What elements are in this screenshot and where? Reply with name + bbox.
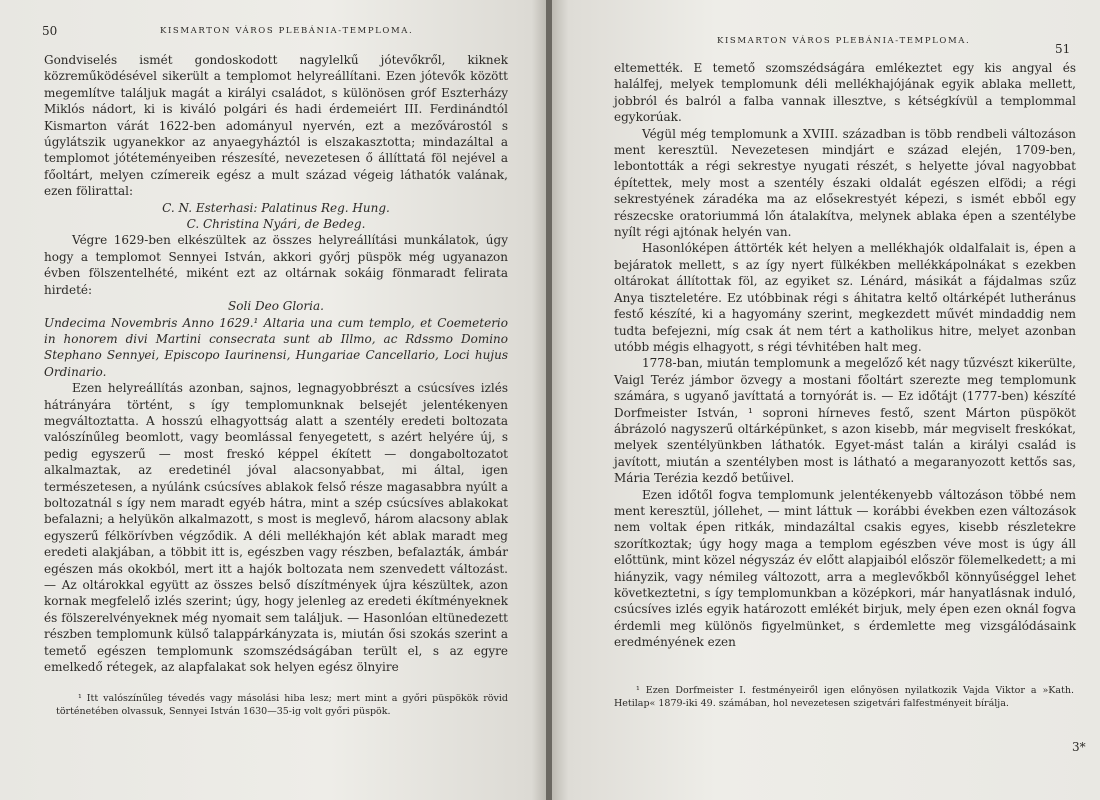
paragraph: Hasonlóképen áttörték két helyen a mellékhajók oldalfalait is, épen a bejáratok mellett, s az így nyert fülkékben mellékkápolnákat s ezekben oltárokat állítottak föl, az egyiket sz. Lénárd, másikát a fájdalmas szűz Anya tiszteletére. Ez utóbbinak régi s áhitatra keltő oltárképét lutheránus festő készíté, ki a hagyomány szerint, megkezdett művét mindaddig nem tudta befejezni, míg csak át nem tért a katholikus hitre, melyet azonban utóbb mégis elhagyott, s régi tévhitében halt meg. (614, 241, 1076, 354)
page-number: 51 (1055, 42, 1071, 56)
paragraph: Végre 1629-ben elkészültek az összes helyreállítási munkálatok, úgy hogy a templomot Sennyei István, akkori győrj püspök még ugyanazon évben fölszentelhété, miként ezt az oltárnak sokáig fönmaradt felirata hirdeté: (44, 233, 508, 297)
footnote-text: ¹ Ezen Dorfmeister I. festményeiről igen előnyösen nyilatkozik Vajda Viktor a »Kath. Hetilap« 1879-iki 49. számában, hol nevezetesen szigetvári falfestményeit bírálja. (614, 685, 1074, 709)
inscription-line: Soli Deo Gloria. (228, 299, 324, 314)
signature-mark: 3* (1072, 740, 1086, 754)
right-page (552, 0, 1100, 800)
paragraph: Ezen időtől fogva templomunk jelentékenyebb változáson többé nem ment keresztül, jóllehet, — mint láttuk — korábbi években ezen változások nem voltak épen ritkák, mindazáltal csakis egyes, kisebb részletekre szorítkoztak; úgy hogy maga a templom egészben véve most is úgy áll előttünk, mint közel négyszáz év előtt alapjaiból először fölemelkedett; a mi hiányzik, vagy némileg változott, arra a meglevőkből könnyűséggel lehet következtetni, s így templomunkban a középkori, már hanyatlásnak induló, csúcsíves izlés egyik határozott emlékét birjuk, mely épen ezen oknál fogva érdemli meg különös figyelmünket, s érdemlette meg vizsgálódásaink eredményének ezen (614, 487, 1076, 650)
running-head: KISMARTON VÁROS PLEBÁNIA-TEMPLOMA. (160, 26, 414, 36)
paragraph: 1778-ban, miután templomunk a megelőző két nagy tűzvészt kikerülte, Vaigl Teréz jámbor özvegy a mostani főoltárt szerezte meg templomunk számára, s ugyanő javíttatá a tornyórát is. — Ez időtájt (1777-ben) készíté Dorfmeister István, ¹ soproni hírneves festő, szent Márton püspököt ábrázoló nagyszerű oltárképünket, s azon kisebb, már megviselt freskókat, melyek szentélyünkben láthatók. Egyet-mást talán a királyi család is javított, miután a szentélyben most is látható a megaranyozott kettős sas, Mária Terézia kezdő betűivel. (614, 356, 1076, 486)
paragraph: eltemették. E temető szomszédságára emlékeztet egy kis angyal és halálfej, melyek templomunk déli mellékhajójának egyik ablaka mellett, jobbról és balról a falba vannak illesztve, s kétségkívül a templommal egykorúak. (614, 61, 1076, 125)
footnote-text: ¹ Itt valószínűleg tévedés vagy másolási hiba lesz; mert mint a győri püspökök rövid történetében olvassuk, Sennyei István 1630—35-ig volt győri püspök. (56, 693, 508, 717)
left-page-body (44, 52, 508, 675)
paragraph: Gondviselés ismét gondoskodott nagylelkű jótevőkről, kiknek közreműködésével sikerült a templomot helyreállítani. Ezen jótevők között megemlítve találjuk magát a királyi családot, s különösen gróf Eszterházy Miklós nádort, ki is kiváló polgári és hadi érdemeiért III. Ferdinándtól Kismarton várát 1622-ben adományul nyervén, ezt a mezővárostól s úgylátszik ugyanekkor az anyaegyháztól is elszakasztotta; mindazáltal a templomot jótéteményeiben részesíté, nevezetesen ő állíttatá föl nejével a főoltárt, melyen czímereik egész a mult század végeig láthatók valának, ezen fölirattal: (44, 53, 508, 199)
latin-inscription: Undecima Novembris Anno 1629.¹ Altaria una cum templo, et Coemeterio in honorem divi Martini consecrata sunt ab Illmo, ac Rdssmo Domino Stephano Sennyei, Episcopo Iaurinensi, Hungariae Cancellario, Loci hujus Ordinario. (44, 315, 508, 379)
page-number: 50 (42, 24, 58, 38)
running-head: KISMARTON VÁROS PLEBÁNIA-TEMPLOMA. (717, 36, 971, 46)
left-page (0, 0, 548, 800)
footnote (56, 692, 508, 718)
paragraph: Ezen helyreállítás azonban, sajnos, legnagyobbrészt a csúcsíves izlés hátrányára történt, s így templomunknak belsejét jelentékenyen megváltoztatta. A hosszú elhagyottság alatt a szentély eredeti boltozata valószínűleg beomlott, vagy beomlással fenyegetett, s azért helyére új, s pedig egyszerű — most freskó képpel ékített — dongaboltozatot alkalmaztak, az eredetinél jóval alacsonyabbat, mi által, igen természetesen, a nyúlánk csúcsíves ablakok felső része magasabbra nyúlt a boltozatnál s így nem maradt egyéb hátra, mint a szép csúcsíves ablakokat befalazni; a helyükön alkalmazott, s most is meglevő, három alacsony ablak egyszerű félkörívben végződik. A déli mellékhajón két ablak maradt meg eredeti alakjában, a többit itt is, egészben vagy részben, befalazták, ámbár egészen más okokból, mert itt a hajók boltozata nem szenvedett változást. — Az oltárokkal együtt az összes belső díszítmények újra készültek, azon kornak megfelelő izlés szerint; úgy, hogy jelenleg az eredeti ékítményeknek és fölszerelvényeknek még nyomait sem találjuk. — Hasonlóan eltünedezett részben templomunk külső talappárkányzata is, miután ősi szokás szerint a temető egészen templomunk szomszédságában terült el, s az egyre emelkedő rétegek, az alapfalakat sok helyen egész ölnyire (44, 381, 508, 675)
footnote (614, 684, 1074, 710)
inscription-line: C. Christina Nyári, de Bedeg. (186, 217, 366, 232)
inscription-line: C. N. Esterhasi: Palatinus Reg. Hung. (162, 200, 390, 215)
right-page-body (614, 60, 1076, 651)
paragraph: Végül még templomunk a XVIII. században is több rendbeli változáson ment keresztül. Nevezetesen mindjárt e század elején, 1709-ben, lebontották a régi sekrestye nyugati részét, s helyette jóval nagyobbat építettek, mely most a szentély északi oldalát egészen elfödi; a régi sekrestyének záradéka ma az elősekrestyét képezi, s ismét ebből egy részecske oratoriummá lőn átalakítva, melynek ablaka épen a szentélybe nyílt régi ajtónak helyén van. (614, 126, 1076, 240)
